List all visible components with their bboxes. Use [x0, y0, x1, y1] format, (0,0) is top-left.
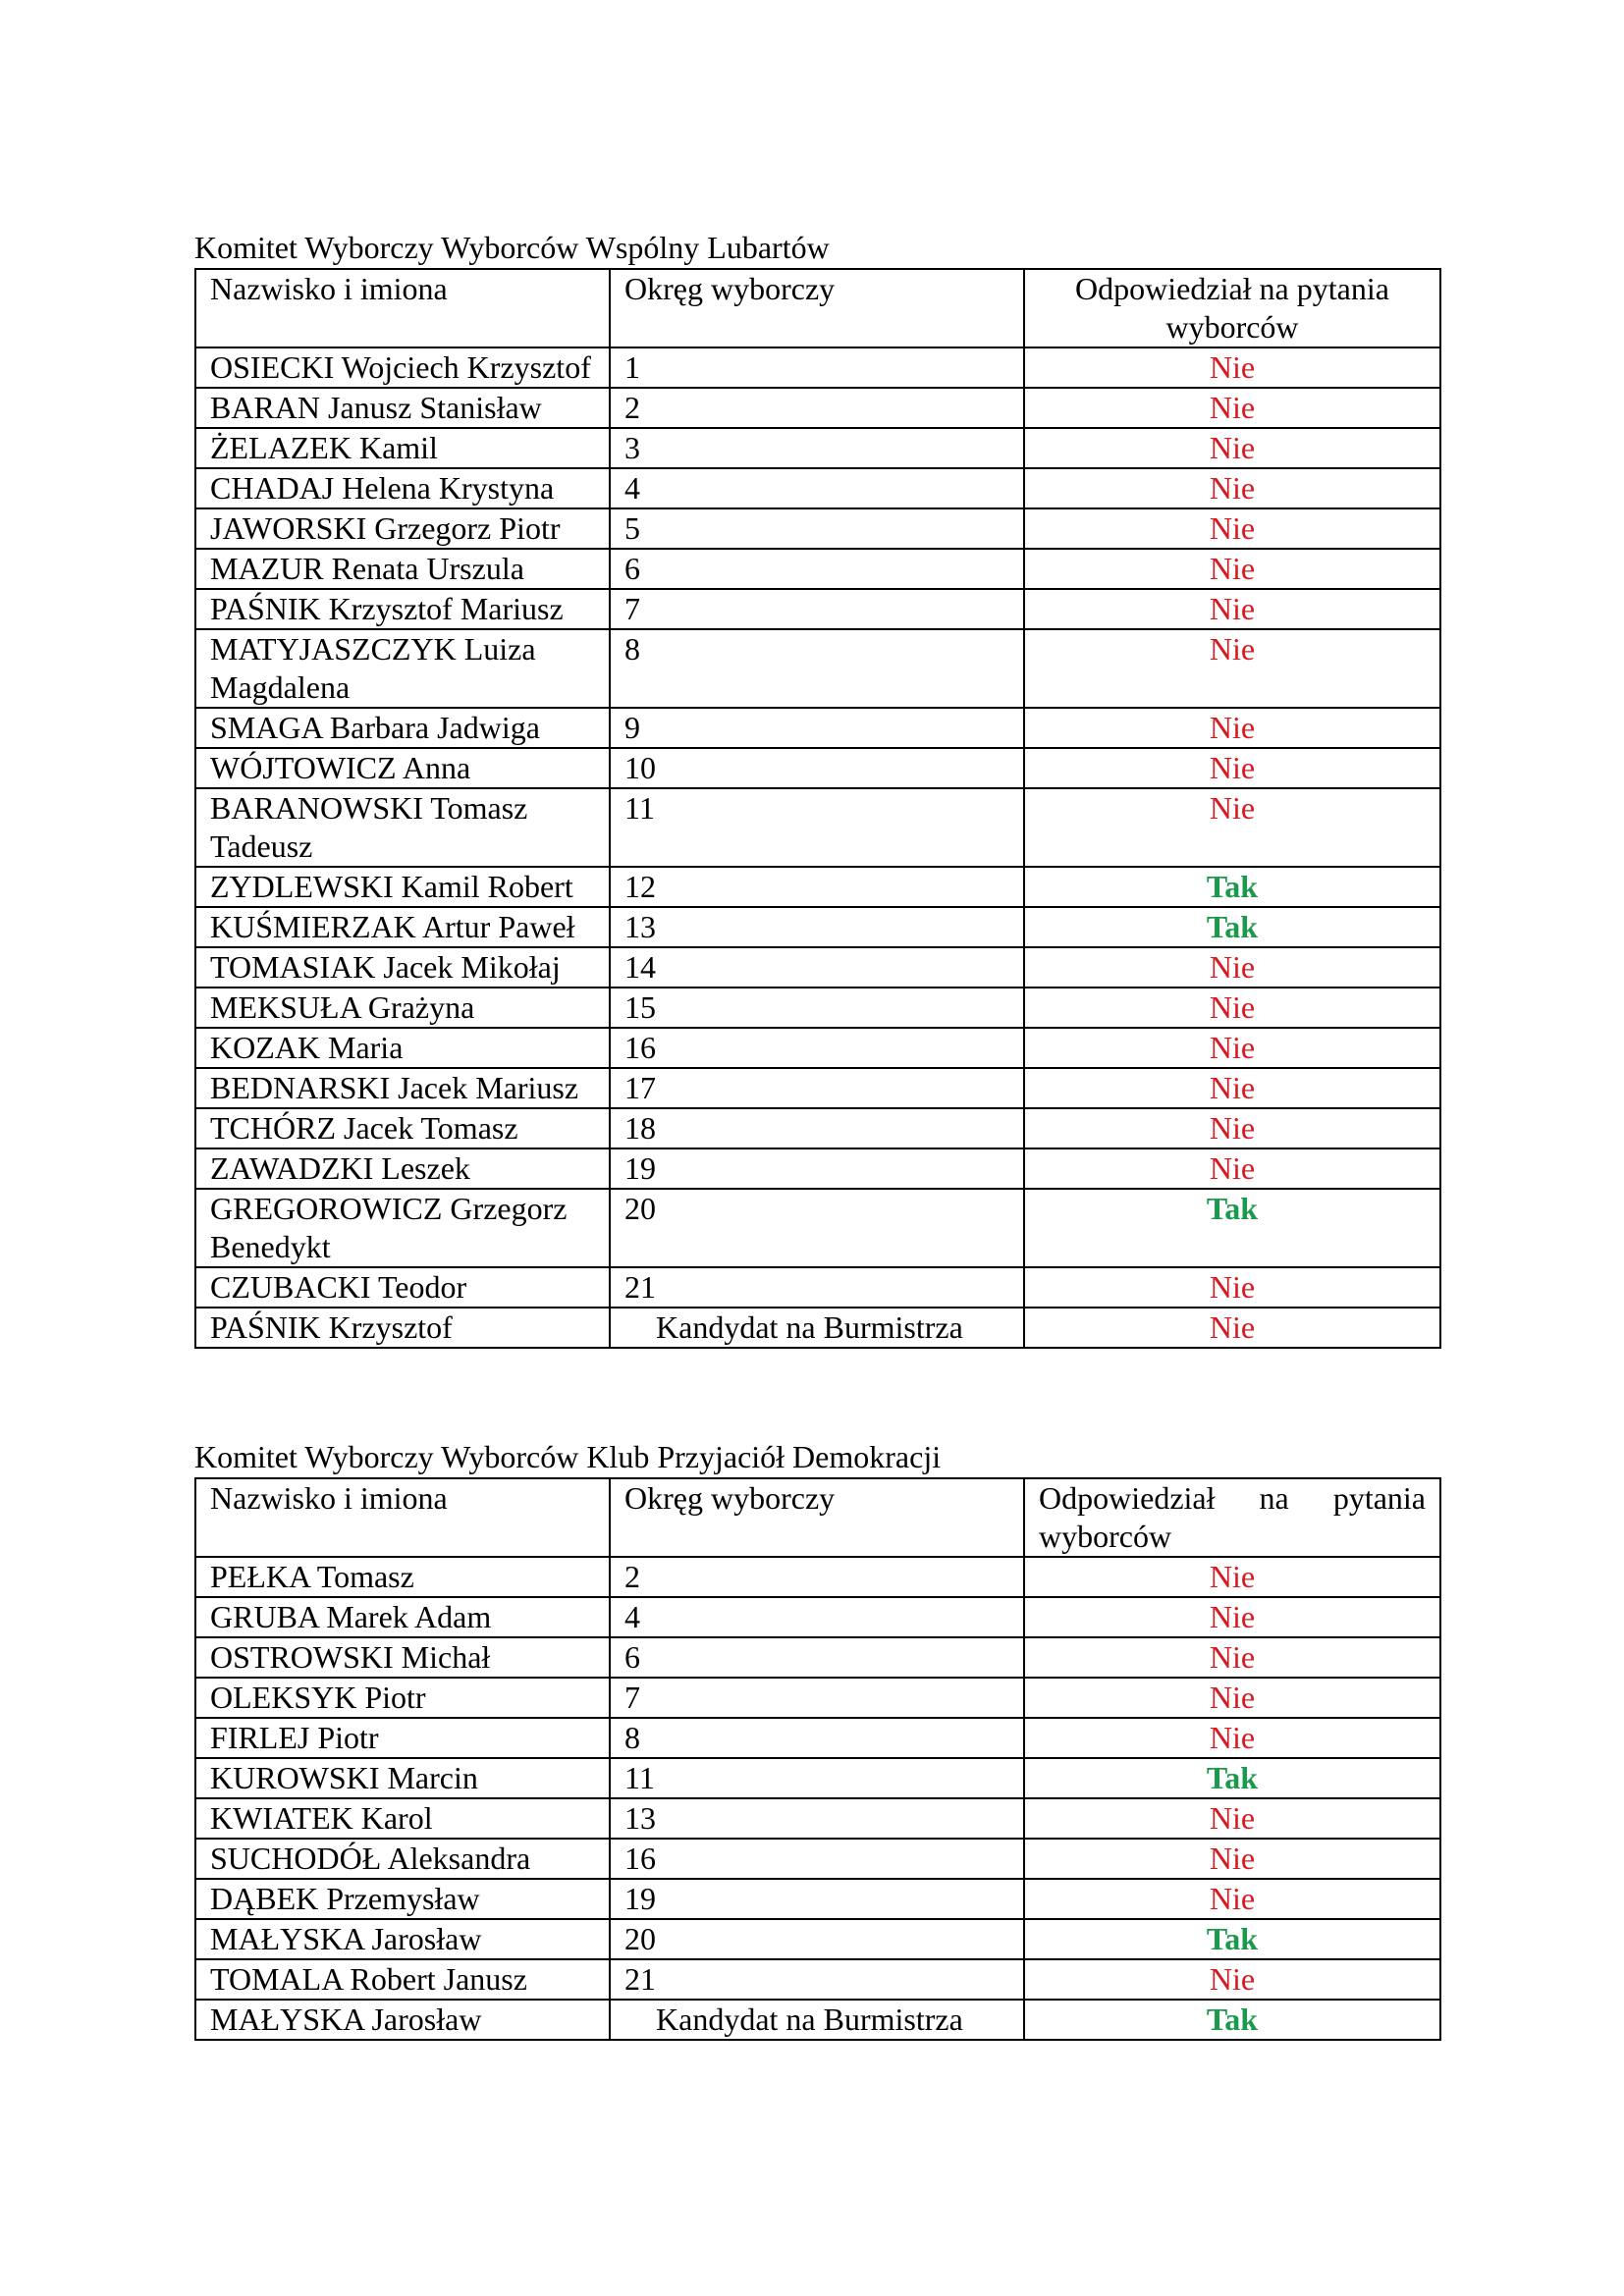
table-row: [195, 1148, 1440, 1189]
candidate-name: SMAGA Barbara Jadwiga: [195, 708, 610, 748]
district-number: 4: [610, 1597, 1024, 1637]
table-row: [195, 1798, 1440, 1839]
table-row: [195, 1557, 1440, 1597]
district-number: 8: [610, 1718, 1024, 1758]
table-row: [195, 1108, 1440, 1148]
district-number: 20: [610, 1919, 1024, 1959]
candidate-name: MAZUR Renata Urszula: [195, 549, 610, 589]
candidate-name: KOZAK Maria: [195, 1028, 610, 1068]
candidate-name: KUŚMIERZAK Artur Paweł: [195, 907, 610, 947]
committee-section-wspolny-lubartow: [194, 229, 1439, 1349]
table-row: [195, 708, 1440, 748]
district-number: 2: [610, 1557, 1024, 1597]
candidate-name: ZYDLEWSKI Kamil Robert: [195, 867, 610, 907]
district-number: 15: [610, 988, 1024, 1028]
district-number: 4: [610, 468, 1024, 508]
candidate-name: BARANOWSKI Tomasz Tadeusz: [195, 788, 610, 867]
answer-status: Nie: [1024, 1879, 1440, 1919]
header-district: Okręg wyborczy: [610, 1478, 1024, 1557]
answer-status: Nie: [1024, 1839, 1440, 1879]
district-number: Kandydat na Burmistrza: [610, 2000, 1024, 2040]
district-number: 5: [610, 508, 1024, 549]
answer-status: Tak: [1024, 2000, 1440, 2040]
table-row: [195, 1919, 1440, 1959]
district-number: 1: [610, 347, 1024, 388]
candidate-name: WÓJTOWICZ Anna: [195, 748, 610, 788]
district-number: 9: [610, 708, 1024, 748]
answer-status: Nie: [1024, 589, 1440, 629]
table-row: [195, 1308, 1440, 1348]
candidates-table: [194, 268, 1441, 1349]
table-row: [195, 1718, 1440, 1758]
answer-status: Nie: [1024, 947, 1440, 988]
committee-title: Komitet Wyborczy Wyborców Klub Przyjaciół Demokracji: [194, 1439, 942, 1474]
answer-status: Nie: [1024, 388, 1440, 428]
answer-status: Nie: [1024, 428, 1440, 468]
answer-status: Nie: [1024, 1959, 1440, 2000]
header-name: Nazwisko i imiona: [195, 269, 610, 347]
candidate-name: MAŁYSKA Jarosław: [195, 2000, 610, 2040]
district-number: 6: [610, 1637, 1024, 1678]
answer-status: Nie: [1024, 1597, 1440, 1637]
table-header-row: [195, 1478, 1440, 1557]
answer-status: Nie: [1024, 1557, 1440, 1597]
candidate-name: CZUBACKI Teodor: [195, 1267, 610, 1308]
district-number: 7: [610, 1678, 1024, 1718]
candidates-table: [194, 1477, 1441, 2041]
table-row: [195, 1267, 1440, 1308]
answer-status: Nie: [1024, 1148, 1440, 1189]
table-body: [195, 347, 1440, 1348]
table-row: [195, 347, 1440, 388]
answer-status: Nie: [1024, 1267, 1440, 1308]
table-header-row: [195, 269, 1440, 347]
answer-status: Nie: [1024, 988, 1440, 1028]
table-row: [195, 1959, 1440, 2000]
district-number: 13: [610, 1798, 1024, 1839]
candidate-name: OLEKSYK Piotr: [195, 1678, 610, 1718]
district-number: 11: [610, 788, 1024, 867]
answer-status: Nie: [1024, 1308, 1440, 1348]
answer-status: Nie: [1024, 1678, 1440, 1718]
candidate-name: GRUBA Marek Adam: [195, 1597, 610, 1637]
district-number: 19: [610, 1879, 1024, 1919]
table-row: [195, 1758, 1440, 1798]
table-row: [195, 1597, 1440, 1637]
district-number: 7: [610, 589, 1024, 629]
table-row: [195, 1839, 1440, 1879]
candidate-name: TOMASIAK Jacek Mikołaj: [195, 947, 610, 988]
table-row: [195, 1678, 1440, 1718]
candidate-name: ZAWADZKI Leszek: [195, 1148, 610, 1189]
candidate-name: PEŁKA Tomasz: [195, 1557, 610, 1597]
candidate-name: PAŚNIK Krzysztof Mariusz: [195, 589, 610, 629]
district-number: 16: [610, 1839, 1024, 1879]
committee-title: Komitet Wyborczy Wyborców Wspólny Lubartów: [194, 230, 830, 265]
answer-status: Nie: [1024, 1637, 1440, 1678]
candidate-name: OSTROWSKI Michał: [195, 1637, 610, 1678]
answer-status: Nie: [1024, 788, 1440, 867]
answer-status: Nie: [1024, 549, 1440, 589]
table-row: [195, 907, 1440, 947]
candidate-name: TCHÓRZ Jacek Tomasz: [195, 1108, 610, 1148]
answer-status: Tak: [1024, 867, 1440, 907]
district-number: 16: [610, 1028, 1024, 1068]
table-row: [195, 388, 1440, 428]
table-row: [195, 1028, 1440, 1068]
answer-status: Nie: [1024, 708, 1440, 748]
answer-status: Nie: [1024, 748, 1440, 788]
candidate-name: JAWORSKI Grzegorz Piotr: [195, 508, 610, 549]
answer-status: Tak: [1024, 1189, 1440, 1267]
district-number: 21: [610, 1959, 1024, 2000]
district-number: 6: [610, 549, 1024, 589]
district-number: 3: [610, 428, 1024, 468]
district-number: 10: [610, 748, 1024, 788]
answer-status: Nie: [1024, 347, 1440, 388]
answer-status: Nie: [1024, 1068, 1440, 1108]
committee-section-klub-przyjaciol-demokracji: [194, 1438, 1439, 2041]
table-row: [195, 508, 1440, 549]
header-answer: Odpowiedział na pytania wyborców: [1024, 269, 1440, 347]
candidate-name: SUCHODÓŁ Aleksandra: [195, 1839, 610, 1879]
table-row: [195, 468, 1440, 508]
candidate-name: BEDNARSKI Jacek Mariusz: [195, 1068, 610, 1108]
candidate-name: MATYJASZCZYK Luiza Magdalena: [195, 629, 610, 708]
answer-status: Nie: [1024, 1028, 1440, 1068]
candidate-name: CHADAJ Helena Krystyna: [195, 468, 610, 508]
table-row: [195, 988, 1440, 1028]
table-row: [195, 947, 1440, 988]
district-number: 21: [610, 1267, 1024, 1308]
answer-status: Nie: [1024, 508, 1440, 549]
candidate-name: BARAN Janusz Stanisław: [195, 388, 610, 428]
candidate-name: OSIECKI Wojciech Krzysztof: [195, 347, 610, 388]
district-number: 20: [610, 1189, 1024, 1267]
table-row: [195, 549, 1440, 589]
district-number: 13: [610, 907, 1024, 947]
answer-status: Nie: [1024, 468, 1440, 508]
candidate-name: MEKSUŁA Grażyna: [195, 988, 610, 1028]
district-number: 17: [610, 1068, 1024, 1108]
table-row: [195, 867, 1440, 907]
district-number: 12: [610, 867, 1024, 907]
table-row: [195, 1068, 1440, 1108]
header-district: Okręg wyborczy: [610, 269, 1024, 347]
answer-status: Nie: [1024, 1798, 1440, 1839]
district-number: 8: [610, 629, 1024, 708]
candidate-name: FIRLEJ Piotr: [195, 1718, 610, 1758]
candidate-name: DĄBEK Przemysław: [195, 1879, 610, 1919]
header-answer: Odpowiedział na pytania wyborców: [1024, 1478, 1440, 1557]
table-row: [195, 788, 1440, 867]
table-row: [195, 748, 1440, 788]
candidate-name: MAŁYSKA Jarosław: [195, 1919, 610, 1959]
answer-status: Nie: [1024, 1108, 1440, 1148]
district-number: 2: [610, 388, 1024, 428]
district-number: 11: [610, 1758, 1024, 1798]
candidate-name: TOMALA Robert Janusz: [195, 1959, 610, 2000]
candidate-name: KUROWSKI Marcin: [195, 1758, 610, 1798]
answer-status: Nie: [1024, 1718, 1440, 1758]
district-number: Kandydat na Burmistrza: [610, 1308, 1024, 1348]
table-row: [195, 1637, 1440, 1678]
district-number: 19: [610, 1148, 1024, 1189]
candidate-name: GREGOROWICZ Grzegorz Benedykt: [195, 1189, 610, 1267]
header-name: Nazwisko i imiona: [195, 1478, 610, 1557]
district-number: 18: [610, 1108, 1024, 1148]
answer-status: Tak: [1024, 1919, 1440, 1959]
district-number: 14: [610, 947, 1024, 988]
table-row: [195, 1879, 1440, 1919]
table-row: [195, 589, 1440, 629]
table-body: [195, 1557, 1440, 2040]
table-row: [195, 428, 1440, 468]
table-row: [195, 2000, 1440, 2040]
candidate-name: KWIATEK Karol: [195, 1798, 610, 1839]
table-row: [195, 629, 1440, 708]
answer-status: Tak: [1024, 907, 1440, 947]
candidate-name: ŻELAZEK Kamil: [195, 428, 610, 468]
candidate-name: PAŚNIK Krzysztof: [195, 1308, 610, 1348]
answer-status: Nie: [1024, 629, 1440, 708]
answer-status: Tak: [1024, 1758, 1440, 1798]
table-row: [195, 1189, 1440, 1267]
